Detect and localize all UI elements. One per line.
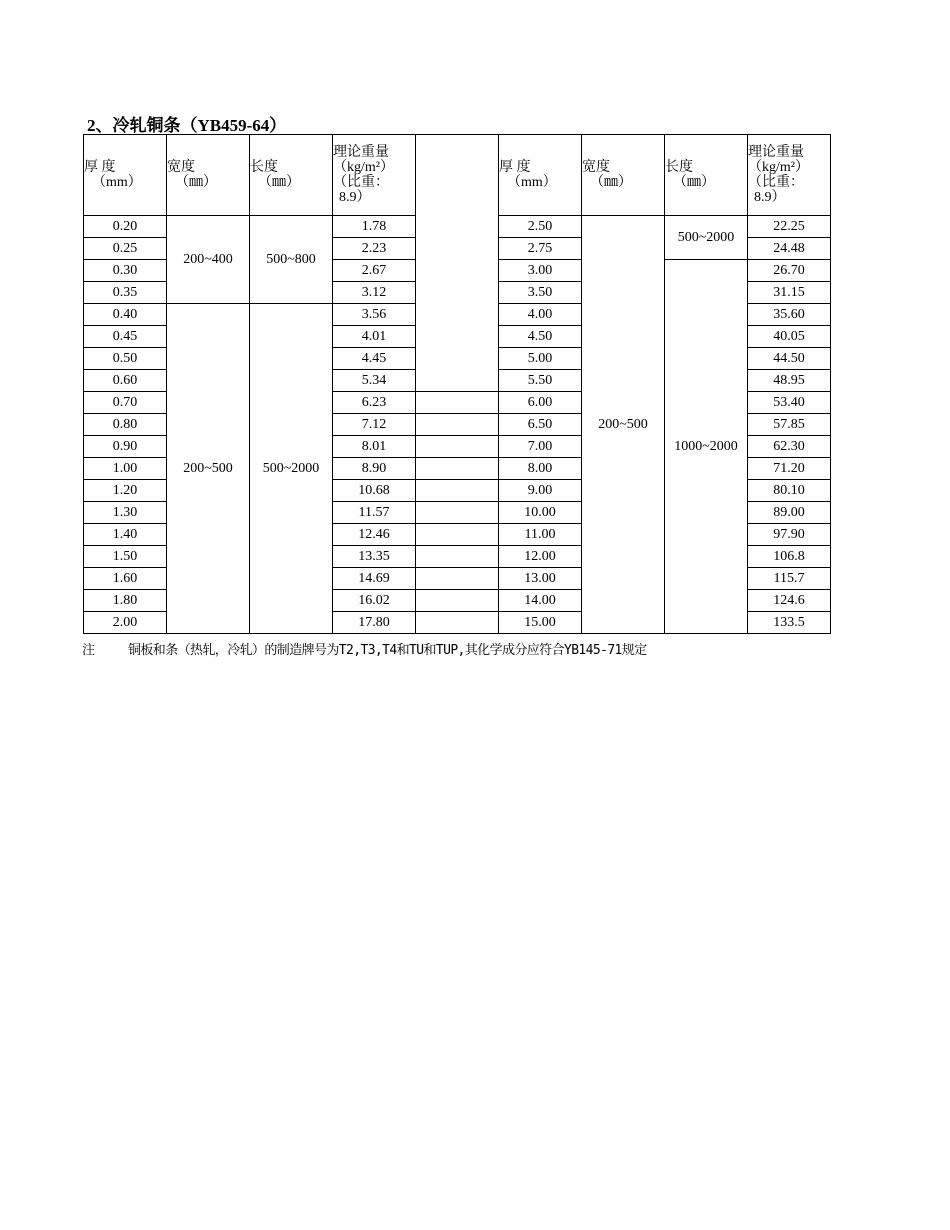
length-cell: 500~800 bbox=[250, 216, 333, 304]
spacer-cell bbox=[416, 590, 499, 612]
spacer-cell bbox=[416, 612, 499, 634]
weight-cell: 35.60 bbox=[748, 304, 831, 326]
thickness-cell: 6.00 bbox=[499, 392, 582, 414]
weight-cell: 4.45 bbox=[333, 348, 416, 370]
spacer-cell bbox=[416, 546, 499, 568]
thickness-cell: 0.70 bbox=[84, 392, 167, 414]
weight-cell: 8.01 bbox=[333, 436, 416, 458]
weight-cell: 89.00 bbox=[748, 502, 831, 524]
length-cell: 1000~2000 bbox=[665, 260, 748, 634]
weight-cell: 44.50 bbox=[748, 348, 831, 370]
thickness-cell: 3.00 bbox=[499, 260, 582, 282]
weight-cell: 10.68 bbox=[333, 480, 416, 502]
thickness-cell: 2.75 bbox=[499, 238, 582, 260]
weight-cell: 3.56 bbox=[333, 304, 416, 326]
thickness-cell: 11.00 bbox=[499, 524, 582, 546]
thickness-cell: 6.50 bbox=[499, 414, 582, 436]
weight-cell: 12.46 bbox=[333, 524, 416, 546]
thickness-cell: 12.00 bbox=[499, 546, 582, 568]
thickness-cell: 0.25 bbox=[84, 238, 167, 260]
thickness-cell: 13.00 bbox=[499, 568, 582, 590]
weight-cell: 4.01 bbox=[333, 326, 416, 348]
thickness-cell: 0.80 bbox=[84, 414, 167, 436]
weight-cell: 13.35 bbox=[333, 546, 416, 568]
weight-cell: 53.40 bbox=[748, 392, 831, 414]
spacer-cell bbox=[416, 480, 499, 502]
weight-cell: 57.85 bbox=[748, 414, 831, 436]
weight-cell: 17.80 bbox=[333, 612, 416, 634]
thickness-cell: 1.80 bbox=[84, 590, 167, 612]
thickness-cell: 1.30 bbox=[84, 502, 167, 524]
thickness-cell: 1.50 bbox=[84, 546, 167, 568]
width-cell: 200~500 bbox=[582, 216, 665, 634]
weight-cell: 97.90 bbox=[748, 524, 831, 546]
length-cell: 500~2000 bbox=[250, 304, 333, 634]
weight-cell: 7.12 bbox=[333, 414, 416, 436]
thickness-cell: 0.35 bbox=[84, 282, 167, 304]
thickness-cell: 1.20 bbox=[84, 480, 167, 502]
thickness-cell: 1.40 bbox=[84, 524, 167, 546]
thickness-cell: 4.50 bbox=[499, 326, 582, 348]
spacer-cell bbox=[416, 436, 499, 458]
spacer-cell bbox=[416, 392, 499, 414]
thickness-cell: 0.40 bbox=[84, 304, 167, 326]
weight-cell: 24.48 bbox=[748, 238, 831, 260]
thickness-cell: 0.60 bbox=[84, 370, 167, 392]
weight-cell: 2.23 bbox=[333, 238, 416, 260]
weight-cell: 1.78 bbox=[333, 216, 416, 238]
weight-cell: 71.20 bbox=[748, 458, 831, 480]
header-row bbox=[84, 135, 831, 216]
header-weight-left: 理论重量 （kg/m²） （比重： 8.9） bbox=[333, 135, 416, 216]
thickness-cell: 14.00 bbox=[499, 590, 582, 612]
thickness-cell: 7.00 bbox=[499, 436, 582, 458]
thickness-cell: 1.00 bbox=[84, 458, 167, 480]
thickness-cell: 0.90 bbox=[84, 436, 167, 458]
header-thickness-left: 厚 度 （mm） bbox=[84, 135, 167, 216]
weight-cell: 8.90 bbox=[333, 458, 416, 480]
header-width-left: 宽度 （㎜） bbox=[167, 135, 250, 216]
weight-cell: 2.67 bbox=[333, 260, 416, 282]
header-width-right: 宽度 （㎜） bbox=[582, 135, 665, 216]
page-title: 2、冷轧铜条（YB459-64） bbox=[87, 116, 287, 135]
header-weight-right: 理论重量 （kg/m²） （比重： 8.9） bbox=[748, 135, 831, 216]
weight-cell: 62.30 bbox=[748, 436, 831, 458]
copper-strip-table bbox=[83, 134, 831, 634]
spacer-cell bbox=[416, 524, 499, 546]
header-length-left: 长度 （㎜） bbox=[250, 135, 333, 216]
thickness-cell: 10.00 bbox=[499, 502, 582, 524]
weight-cell: 115.7 bbox=[748, 568, 831, 590]
header-length-right: 长度 （㎜） bbox=[665, 135, 748, 216]
spacer-cell bbox=[416, 414, 499, 436]
thickness-cell: 3.50 bbox=[499, 282, 582, 304]
thickness-cell: 4.00 bbox=[499, 304, 582, 326]
weight-cell: 80.10 bbox=[748, 480, 831, 502]
weight-cell: 6.23 bbox=[333, 392, 416, 414]
thickness-cell: 8.00 bbox=[499, 458, 582, 480]
header-thickness-right: 厚 度 （mm） bbox=[499, 135, 582, 216]
weight-cell: 40.05 bbox=[748, 326, 831, 348]
weight-cell: 5.34 bbox=[333, 370, 416, 392]
width-cell: 200~400 bbox=[167, 216, 250, 304]
thickness-cell: 0.45 bbox=[84, 326, 167, 348]
footnote: 注 铜板和条（热轧，冷轧）的制造牌号为T2,T3,T4和TU和TUP,其化学成分应符合YB145-71规定 bbox=[82, 643, 647, 658]
spacer-cell bbox=[416, 568, 499, 590]
thickness-cell: 5.00 bbox=[499, 348, 582, 370]
spacer-column-top bbox=[416, 135, 499, 392]
weight-cell: 3.12 bbox=[333, 282, 416, 304]
weight-cell: 106.8 bbox=[748, 546, 831, 568]
weight-cell: 16.02 bbox=[333, 590, 416, 612]
weight-cell: 124.6 bbox=[748, 590, 831, 612]
weight-cell: 14.69 bbox=[333, 568, 416, 590]
width-cell: 200~500 bbox=[167, 304, 250, 634]
weight-cell: 48.95 bbox=[748, 370, 831, 392]
thickness-cell: 5.50 bbox=[499, 370, 582, 392]
thickness-cell: 1.60 bbox=[84, 568, 167, 590]
weight-cell: 11.57 bbox=[333, 502, 416, 524]
weight-cell: 22.25 bbox=[748, 216, 831, 238]
weight-cell: 31.15 bbox=[748, 282, 831, 304]
thickness-cell: 0.30 bbox=[84, 260, 167, 282]
spacer-cell bbox=[416, 458, 499, 480]
length-cell: 500~2000 bbox=[665, 216, 748, 260]
thickness-cell: 15.00 bbox=[499, 612, 582, 634]
spacer-cell bbox=[416, 502, 499, 524]
thickness-cell: 0.50 bbox=[84, 348, 167, 370]
thickness-cell: 2.50 bbox=[499, 216, 582, 238]
thickness-cell: 0.20 bbox=[84, 216, 167, 238]
weight-cell: 133.5 bbox=[748, 612, 831, 634]
thickness-cell: 2.00 bbox=[84, 612, 167, 634]
thickness-cell: 9.00 bbox=[499, 480, 582, 502]
weight-cell: 26.70 bbox=[748, 260, 831, 282]
